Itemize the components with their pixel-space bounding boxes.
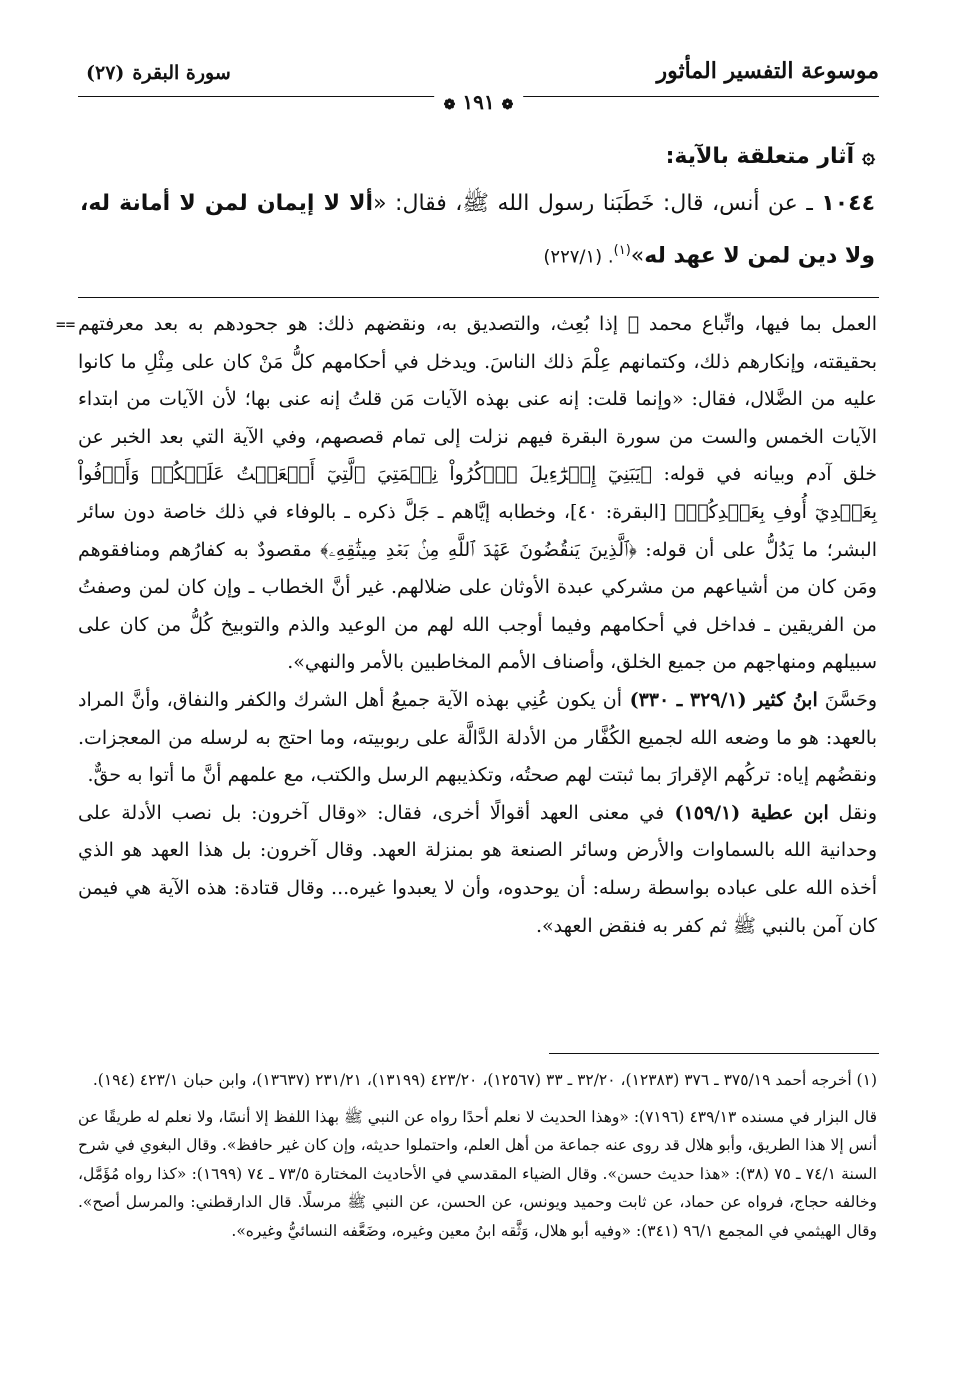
continuation-mark: == — [56, 315, 76, 334]
surah-label — [78, 62, 231, 84]
footnote-gap — [78, 1095, 877, 1103]
hadith-close: » — [630, 243, 645, 269]
commentary-paragraph-1: العمل بما فيها، واتِّباع محمد ﷺ إذا بُعِث، والتصديق به، ونقضهم ذلك: هو جحودهم به بعد معرفتهم بحقيقته، وإنكارهم ذلك، وكتمانهم عِلْمَ ذلك الناسَ. ويدخل في أحكامهم كلُّ مَنْ كان على مِثْلِ ما كانوا عليه من الضَّلال، فقال: «وإنما قلت: إنه عنى بهذه الآيات مَن قلتُ إنه عنى بها؛ لأن الآيات من ابتداء الآيات الخمس والست من سورة البقرة فيهم نزلت إلى تمام قصصهم، وفي الآية التي بعد الخبر عن خلق آدم وبيانه في قوله: ﴿يَبَنِيٓ إِسۡرَٰٓءِيلَ ٱذۡكُرُواْ نِعۡمَتِيَ ٱلَّتِيٓ أَنۡعَمۡتُ عَلَيۡكُمۡ وَأَوۡفُواْ بِعَهۡدِيٓ أُوفِ بِعَهۡدِكُمۡ﴾ [البقرة: ٤٠]، وخطابه إيَّاهم ـ جَلَّ ذكره ـ بالوفاء في ذلك خاصة دون سائر البشر؛ ما يَدُلُّ على أن قوله: ﴿ٱلَّذِينَ يَنقُضُونَ عَهۡدَ ٱللَّهِ مِنۢ بَعۡدِ مِيثَٰقِهِۦ﴾ مقصودٌ به كفارُهم ومنافقوهم ومَن كان من أشياعهم من مشركي عبدة الأوثان على ضلالهم. غير أنَّ الخطاب ـ وإن كان لمن وصفتُ من الفريقين ـ فداخل في أحكامهم وفيما أوجب الله لهم من الوعيد والذم والتوبيخ كُلُّ من كان على سبيلهم ومنهاجهم من جميع الخلق، وأصناف الأمم المخاطبين بالأمر والنهي». — [78, 313, 877, 674]
book-title: موسوعة التفسير المأثور — [656, 58, 879, 84]
page-number: ١٩١ — [462, 90, 495, 114]
commentary-paragraph-3 — [78, 795, 877, 945]
footnotes — [78, 1066, 877, 1245]
p2-ref: (٣٢٩/١ ـ ٣٣٠) — [622, 688, 755, 711]
ibn-atiyya: ابن عطية — [750, 801, 829, 824]
footnote-rule — [549, 1053, 879, 1054]
section-divider — [78, 297, 879, 298]
section-title-text: آثار متعلقة بالآية: — [665, 144, 855, 169]
p3-text: في معنى العهد أقوالًا أخرى، فقال: «وقال آخرون: بل نصب الأدلة على وحدانية الله بالسماوات والأرض وسائر الصنعة هو بمنزلة العهد. وقال آخرون: بل هذا العهد هو الذي أخذه الله على عباده بواسطة رسله: أن يوحدوه، وأن لا يعبدوا غيره... وقال قتادة: هذه الآية هي فيمن كان آمن بالنبي ﷺ ثم كفر به فنقض العهد». — [78, 801, 877, 937]
p3-ref: (١٥٩/١) — [664, 801, 751, 824]
p2-text: أن يكون عُنِي بهذه الآية جميعُ أهل الشرك والكفر والنفاق، وأنَّ المراد بالعهد: هو ما وضعه الله لجميع الكُفَّار من الأدلة الدَّالَّة على ربوبيته، وما احتج به لرسله من المعجزات. ونقضُهم إياه: تركُهم الإقرارَ بما ثبتت لهم صحتُه، وتكذيبهم الرسل والكتب، مع علمهم أنَّ ما أتوا به حقٌّ. — [78, 688, 877, 787]
ornament-icon: ❁ — [501, 97, 514, 113]
hadith-ref: . (٢٢٧/١) — [543, 246, 614, 268]
hadith-block — [80, 180, 875, 280]
surah-name: سورة البقرة — [132, 62, 231, 84]
commentary — [56, 306, 878, 945]
verse-number: (٢٧) — [86, 62, 125, 84]
p2-lead: وحَسَّنَ — [817, 688, 878, 711]
page-header — [78, 52, 879, 112]
hadith-quote: ألا لا إيمان لمن لا أمانة له، ولا دين لمن لا عهد له — [80, 191, 875, 269]
hadith-narration: ـ عن أنس، قال: خَطَبَنا رسول الله ﷺ، فقال: « — [373, 191, 813, 216]
p3-lead: ونقل — [828, 801, 877, 824]
hadith-number: ١٠٤٤ — [821, 191, 875, 216]
ornament-icon: ❁ — [443, 97, 456, 113]
ibn-kathir: ابنُ كثير — [754, 688, 818, 711]
commentary-paragraph-2 — [78, 682, 877, 795]
page-number-box — [434, 90, 524, 114]
section-heading — [666, 144, 875, 169]
footnote-mark: (١) — [613, 243, 631, 258]
footnote-2: قال البزار في مسنده ٤٣٩/١٣ (٧١٩٦): «وهذا الحديث لا نعلم أحدًا رواه عن النبي ﷺ بهذا اللفظ إلا أنسًا، ولا نعلم له طريقًا عن أنس إلا هذا الطريق، وأبو هلال قد روى عنه جماعة من أهل العلم، واحتملوا حديثه، وإن كان غير حافظ». وقال البغوي في شرح السنة ٧٤/١ ـ ٧٥ (٣٨): «هذا حديث حسن». وقال الضياء المقدسي في الأحاديث المختارة ٧٣/٥ ـ ٧٤ (١٦٩٩): «كذا رواه مُؤَمَّل، وخالفه حجاج، فرواه عن حماد، عن ثابت وحميد ويونس، عن الحسن، عن النبي ﷺ مرسلًا. قال الدارقطني: والمرسل أصح». وقال الهيثمي في المجمع ٩٦/١ (٣٤١): «وفيه أبو هلال، وَثَّقه ابنُ معين وغيره، وضَعَّفه النسائيُّ وغيره». — [78, 1107, 877, 1240]
footnote-1: (١) أخرجه أحمد ٣٧٥/١٩ ـ ٣٧٦ (١٢٣٨٣)، ٣٢/٢٠ ـ ٣٣ (١٢٥٦٧)، ٤٢٣/٢٠ (١٣١٩٩)، ٢٣١/٢١ (١٣٦٣٧)، وابن حبان ٤٢٣/١ (١٩٤). — [92, 1071, 877, 1089]
star-icon: ۞ — [862, 144, 875, 169]
